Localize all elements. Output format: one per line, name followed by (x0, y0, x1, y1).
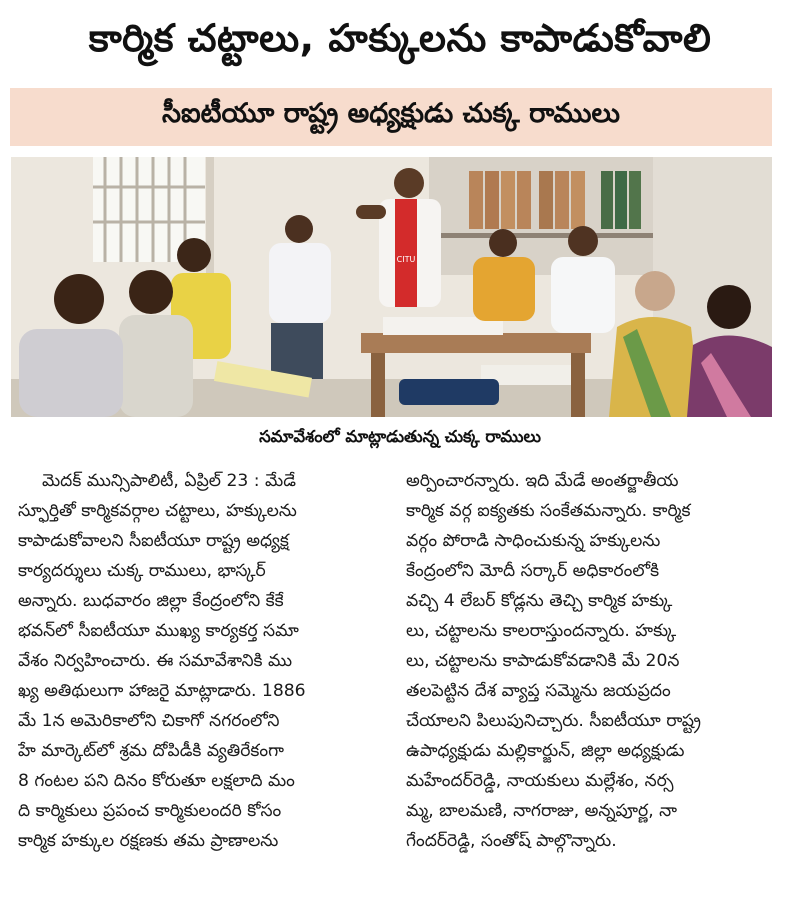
article-line: కార్మిక వర్గ ఐక్యతకు సంకేతమన్నారు. కార్మిక (406, 501, 691, 521)
article-line: హే మార్కెట్‌లో శ్రమ దోపిడీకి వ్యతిరేకంగా (18, 741, 284, 761)
article-line: తలపెట్టిన దేశ వ్యాప్త సమ్మెను జయప్రదం (406, 681, 671, 701)
article-line: మే 1న అమెరికాలోని చికాగో నగరంలోని (18, 711, 280, 731)
article-line: వచ్చి 4 లేబర్ కోడ్లను తెచ్చి కార్మిక హక్కు (406, 591, 673, 611)
article-line: ఖ్య అతిథులుగా హాజరై మాట్లాడారు. 1886 (18, 681, 306, 701)
article-line: చేయాలని పిలుపునిచ్చారు. సీఐటీయూ రాష్ట్ర (406, 711, 701, 731)
article-line: భవన్‌లో సీఐటీయూ ముఖ్య కార్యకర్త సమా (18, 621, 299, 641)
red-scarf (395, 199, 417, 307)
article-line: కేంద్రంలోని మోదీ సర్కార్ అధికారంలోకి (406, 561, 660, 581)
article-line: వేశం నిర్వహించారు. ఈ సమావేశానికి ము (18, 651, 293, 671)
meeting-photo (11, 157, 772, 417)
subheadline: సీఐటీయూ రాష్ట్ర అధ్యక్షుడు చుక్క రాములు (162, 98, 620, 129)
article-line: అన్నారు. బుధవారం జిల్లా కేంద్రంలోని కేకే (18, 591, 284, 611)
article-line: స్ఫూర్తితో కార్మికవర్గాల చట్టాలు, హక్కులను (18, 501, 297, 521)
article-line: లు, చట్టాలను కాపాడుకోవడానికి మే 20న (406, 651, 680, 671)
article-line: కార్మిక హక్కుల రక్షణకు తమ ప్రాణాలను (18, 831, 279, 851)
flag-text: CITU (396, 255, 416, 264)
article-line: 8 గంటల పని దినం కోరుతూ లక్షలాది మం (18, 771, 295, 791)
article-line: అర్పించారన్నారు. ఇది మేడే అంతర్జాతీయ (406, 471, 679, 491)
water-bottle (399, 379, 499, 405)
article-column-right (406, 466, 776, 856)
article-column-left (18, 466, 386, 856)
article-line: లు, చట్టాలను కాలరాస్తుందన్నారు. హక్కు (406, 621, 677, 641)
article-line: గేందర్‌రెడ్డి, సంతోష్ పాల్గొన్నారు. (406, 831, 617, 851)
photo-caption: సమావేశంలో మాట్లాడుతున్న చుక్క రాములు (259, 427, 541, 446)
headline: కార్మిక చట్టాలు, హక్కులను కాపాడుకోవాలి (88, 16, 712, 60)
article-line: మహేందర్‌రెడ్డి, నాయకులు మల్లేశం, నర్స (406, 771, 674, 791)
article-line: వర్గం పోరాడి సాధించుకున్న హక్కులను (406, 531, 661, 551)
table (361, 333, 591, 353)
subheadline-band (10, 88, 772, 146)
article-line: కార్యదర్శులు చుక్క రాములు, భాస్కర్ (18, 561, 266, 581)
article-line: మెదక్ మున్సిపాలిటీ, ఏప్రిల్ 23 : మేడే (42, 471, 296, 491)
article-line: ఉపాధ్యక్షుడు మల్లికార్జున్, జిల్లా అధ్యక్షుడు (406, 741, 685, 761)
article-line: కాపాడుకోవాలని సీఐటీయూ రాష్ట్ర అధ్యక్ష (18, 531, 289, 551)
article-line: ది కార్మికులు ప్రపంచ కార్మికులందరి కోసం (18, 801, 282, 821)
article-line: మ్మ, బాలమణి, నాగరాజు, అన్నపూర్ణ, నా (406, 801, 678, 821)
news-photo (11, 157, 772, 417)
